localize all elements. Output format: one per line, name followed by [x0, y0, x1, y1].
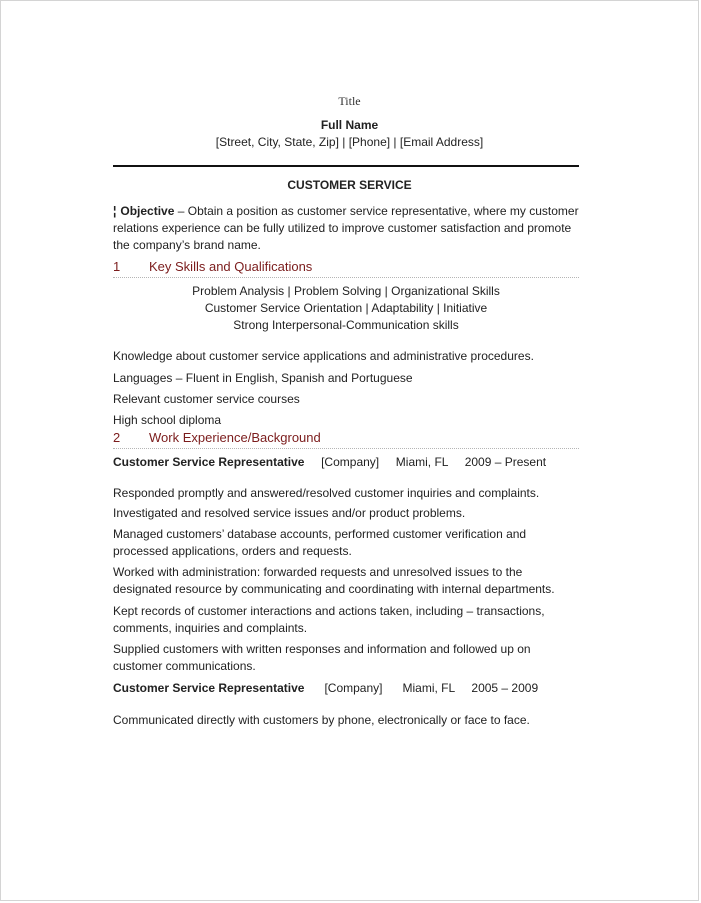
qualification-item: High school diploma — [113, 413, 222, 427]
job-duty: Worked with administration: forwarded requests and unresolved issues to the designated resource by communicating and coordinating with internal departments. — [113, 565, 555, 596]
qualification-item: Relevant customer service courses — [113, 392, 300, 406]
full-name: Full Name — [320, 118, 379, 132]
job-company: [Company] — [324, 681, 383, 695]
section-title: Key Skills and Qualifications — [149, 259, 313, 274]
resume-heading: CUSTOMER SERVICE — [287, 178, 412, 192]
job-header — [113, 455, 583, 469]
section-number: 1 — [113, 259, 121, 274]
job-location: Miami, FL — [395, 455, 449, 469]
objective-paragraph — [113, 203, 583, 254]
objective-label: Objective — [120, 204, 175, 218]
job-duty: Investigated and resolved service issues and/or product problems. — [113, 506, 466, 520]
header-divider — [113, 165, 579, 167]
section-number: 2 — [113, 430, 121, 445]
skills-line: Strong Interpersonal-Communication skills — [233, 318, 459, 332]
section-heading-skills — [113, 259, 579, 278]
job-dates: 2005 – 2009 — [471, 681, 539, 695]
skills-line: Customer Service Orientation | Adaptability | Initiative — [204, 301, 488, 315]
job-duty: Supplied customers with written responses and information and followed up on customer communications. — [113, 642, 531, 673]
job-duty: Managed customers’ database accounts, performed customer verification and processed applications, orders and requests. — [113, 527, 527, 558]
job-header — [113, 681, 583, 695]
job-company: [Company] — [321, 455, 380, 469]
job-dates: 2009 – Present — [464, 455, 547, 469]
job-role: Customer Service Representative — [113, 681, 305, 695]
qualification-item: Knowledge about customer service applications and administrative procedures. — [113, 349, 534, 363]
section-title: Work Experience/Background — [149, 430, 321, 445]
objective-text: – Obtain a position as customer service representative, where my customer relations experience can be fully utilized to improve customer satisfaction and promote the company’s brand name. — [113, 204, 579, 252]
skills-summary — [113, 283, 579, 334]
section-heading-experience — [113, 430, 579, 449]
objective-bullet: ¦ — [113, 204, 117, 218]
job-location: Miami, FL — [402, 681, 455, 695]
job-duty: Kept records of customer interactions and actions taken, including – transactions, comments, inquiries and complaints. — [113, 604, 545, 635]
job-role: Customer Service Representative — [113, 455, 305, 469]
job-duty: Communicated directly with customers by phone, electronically or face to face. — [113, 713, 530, 727]
contact-info: [Street, City, State, Zip] | [Phone] | [Email Address] — [215, 135, 484, 149]
document-title: Title — [338, 94, 361, 108]
job-duty: Responded promptly and answered/resolved customer inquiries and complaints. — [113, 486, 540, 500]
skills-line: Problem Analysis | Problem Solving | Organizational Skills — [192, 284, 500, 298]
qualification-item: Languages – Fluent in English, Spanish and Portuguese — [113, 371, 413, 385]
